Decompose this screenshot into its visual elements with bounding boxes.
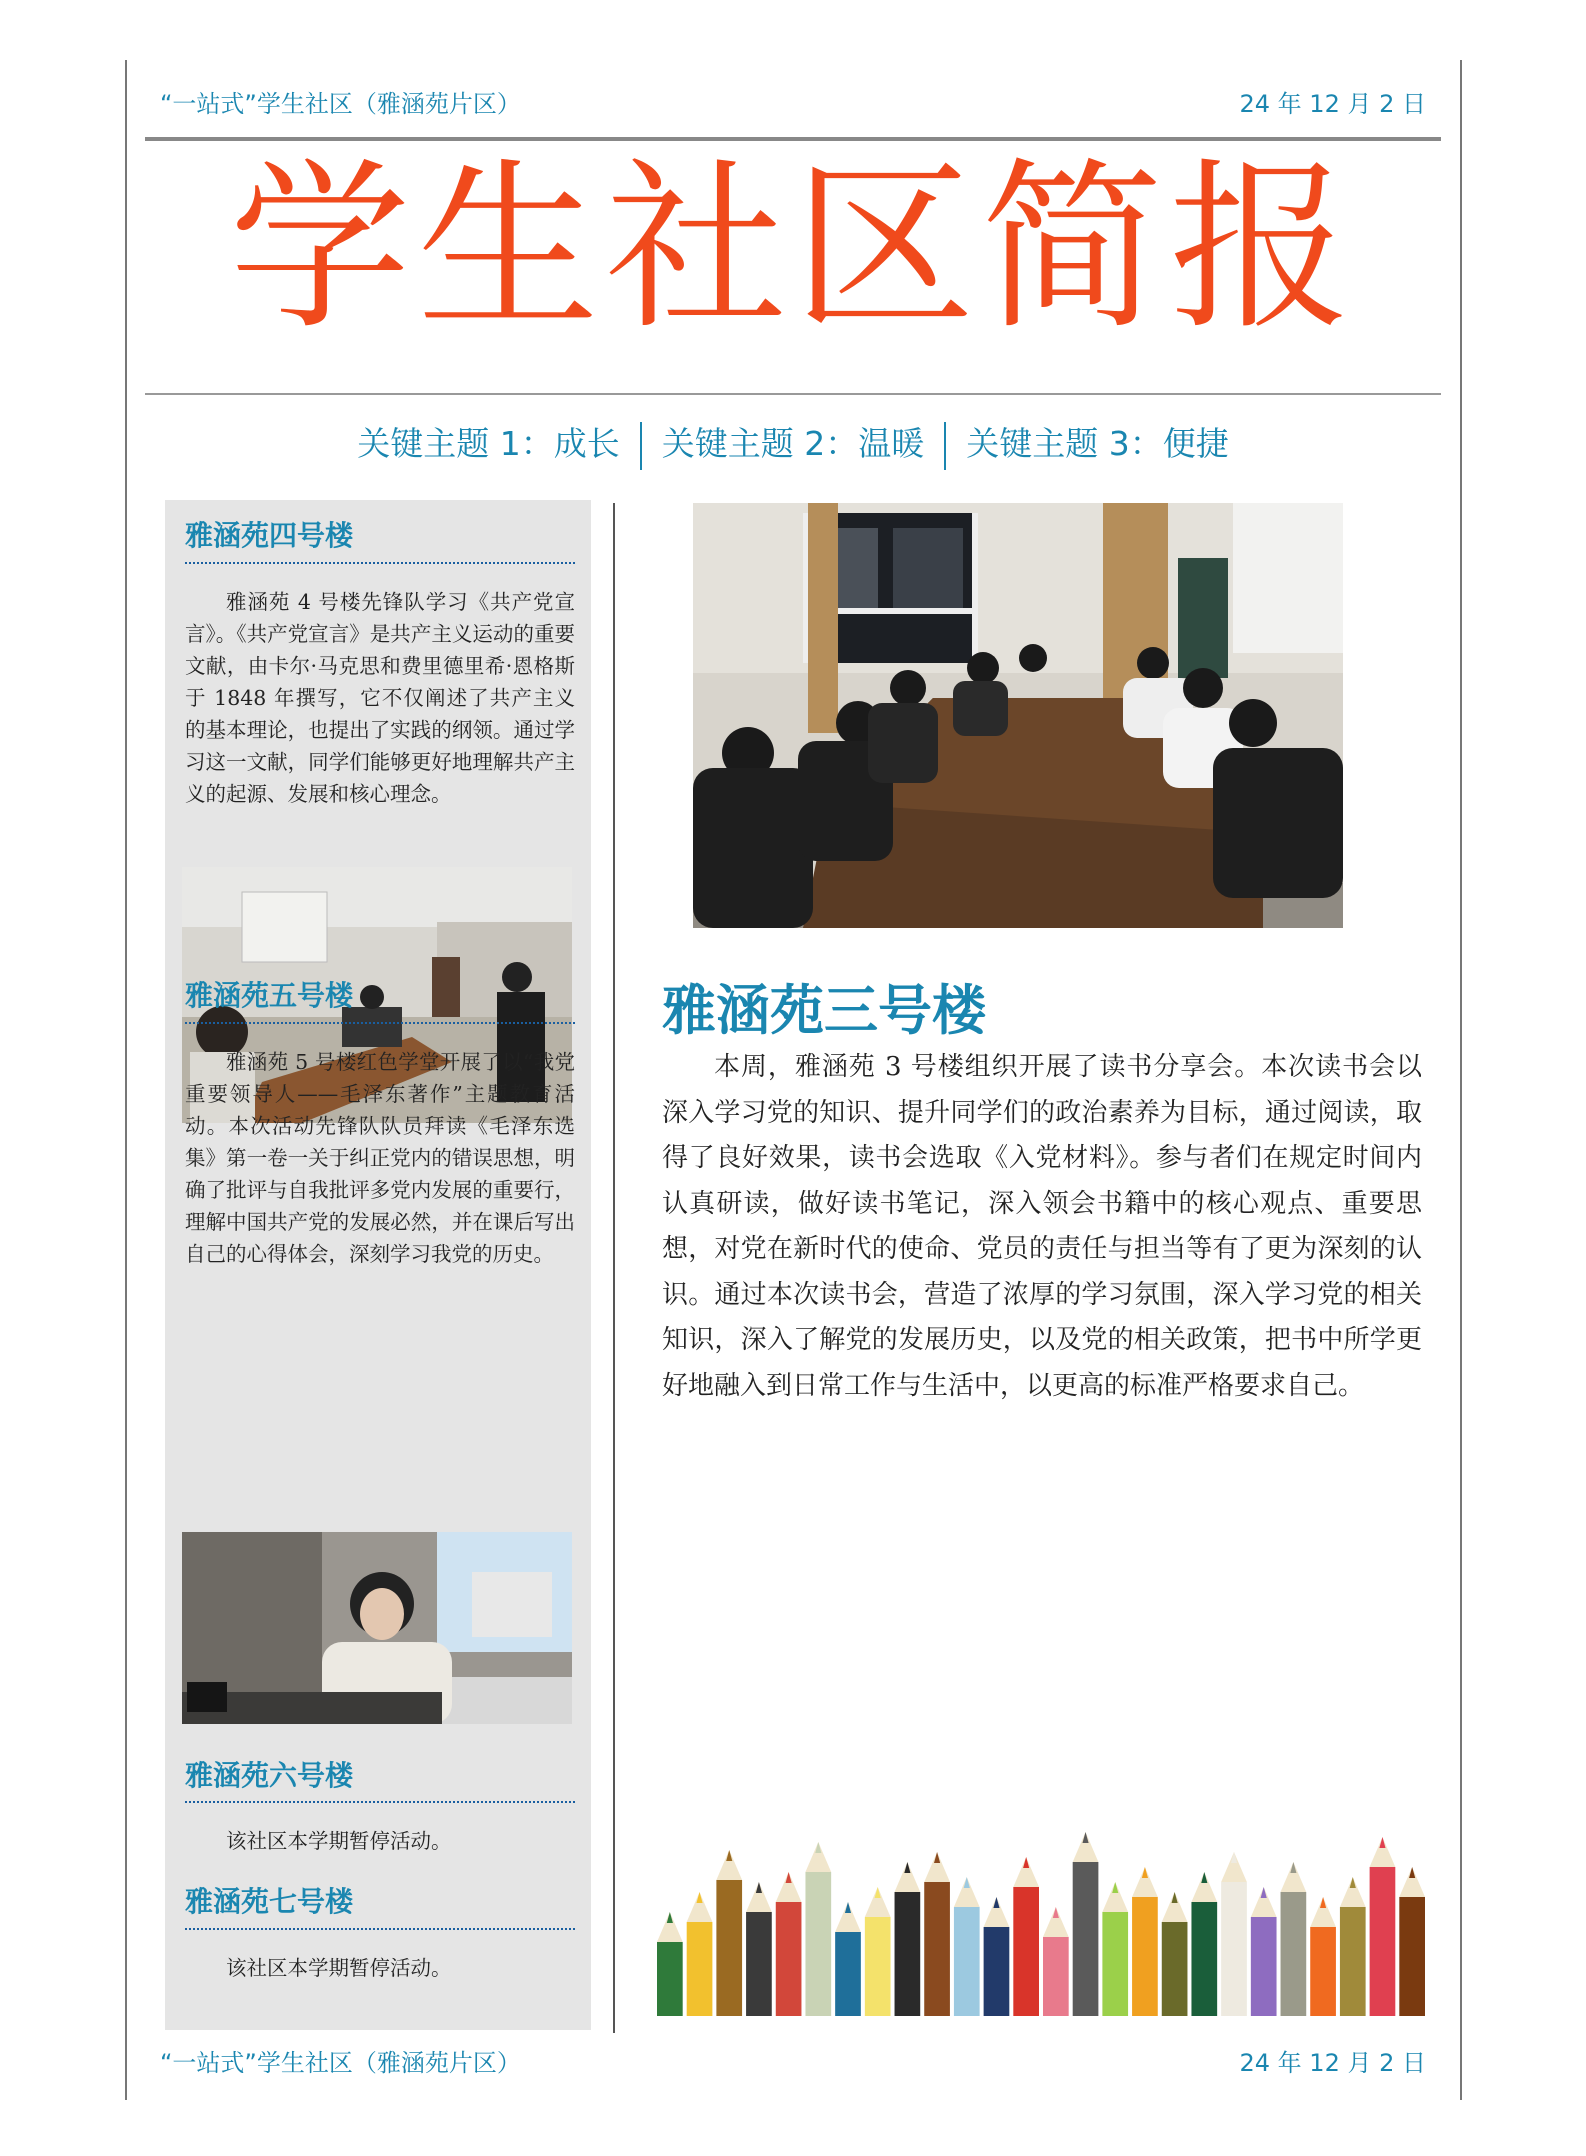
- left-margin-line: [125, 60, 127, 2100]
- theme-3: 关键主题 3：便捷: [966, 424, 1229, 463]
- sidebar-text-building-6: 该社区本学期暂停活动。: [226, 1829, 452, 1853]
- pencil-body: [1013, 1887, 1039, 2016]
- sidebar: [165, 500, 591, 2030]
- pencil-body: [984, 1927, 1010, 2016]
- column-divider: [613, 503, 615, 2033]
- main-text-building-3: 本周，雅涵苑 3 号楼组织开展了读书分享会。本次读书会以深入学习党的知识、提升同学们的政治素养为目标，通过阅读，取得了良好效果，读书会选取《入党材料》。参与者们在规定时间内认真研读，做好读书笔记，深入领会书籍中的核心观点、重要思想，对党在新时代的使命、党员的责任与担当等有了更为深刻的认识。通过本次读书会，营造了浓厚的学习氛围，深入学习党的相关知识，深入了解党的发展历史，以及党的相关政策，把书中所学更好地融入到日常工作与生活中，以更高的标准严格要求自己。: [662, 1052, 1422, 1401]
- key-themes: [0, 418, 1586, 470]
- header-date: 24 年 12 月 2 日: [1239, 90, 1426, 118]
- photo-building-5-writing: [182, 1532, 572, 1724]
- pencil-body: [954, 1907, 980, 2016]
- pencil-body: [805, 1872, 831, 2016]
- pencil-body: [1370, 1867, 1396, 2016]
- pencil-body: [1340, 1907, 1366, 2016]
- pencil-body: [1132, 1897, 1158, 2016]
- header-rule: [145, 137, 1441, 141]
- pencil-body: [716, 1880, 742, 2016]
- sidebar-rule: [185, 562, 575, 564]
- footer-date: 24 年 12 月 2 日: [1239, 2049, 1426, 2077]
- sidebar-text-building-4: 雅涵苑 4 号楼先锋队学习《共产党宣言》。《共产党宣言》是共产主义运动的重要文献，由卡尔·马克思和费里德里希·恩格斯于 1848 年撰写，它不仅阐述了共产主义的基本理论，也提出了实践的纲领。通过学习这一文献，同学们能够更好地理解共产主义的起源、发展和核心理念。: [185, 590, 575, 806]
- pencils-illustration: [655, 1822, 1427, 2016]
- pencil-body: [1073, 1862, 1099, 2016]
- footer-org: “一站式”学生社区（雅涵苑片区）: [160, 2049, 521, 2077]
- sidebar-heading-building-5: 雅涵苑五号楼: [185, 979, 354, 1012]
- pencil-body: [1043, 1937, 1069, 2016]
- pencil-body: [1221, 1882, 1247, 2016]
- title-rule: [145, 393, 1441, 395]
- pencil-body: [746, 1912, 772, 2016]
- pencil-body: [1162, 1922, 1188, 2016]
- pencil-body: [1251, 1917, 1277, 2016]
- sidebar-heading-building-7: 雅涵苑七号楼: [185, 1885, 354, 1918]
- pencil-body: [924, 1882, 950, 2016]
- theme-2: 关键主题 2：温暖: [661, 424, 925, 463]
- pencil-body: [865, 1917, 891, 2016]
- pencil-body: [1399, 1897, 1425, 2016]
- header-org: “一站式”学生社区（雅涵苑片区）: [160, 90, 521, 118]
- pencil-body: [776, 1902, 802, 2016]
- sidebar-rule: [185, 1022, 575, 1024]
- sidebar-heading-building-4: 雅涵苑四号楼: [185, 519, 354, 552]
- pencil-body: [895, 1892, 921, 2016]
- pencil-body: [1310, 1927, 1336, 2016]
- sidebar-text-building-7: 该社区本学期暂停活动。: [226, 1956, 452, 1980]
- theme-1: 关键主题 1：成长: [357, 424, 620, 463]
- theme-separator: [640, 422, 642, 470]
- pencil-body: [657, 1942, 683, 2016]
- sidebar-text-building-5: 雅涵苑 5 号楼红色学堂开展了以“我党重要领导人——毛泽东著作”主题教育活动。本次活动先锋队队员拜读《毛泽东选集》第一卷一关于纠正党内的错误思想，明确了批评与自我批评多党内发展的重要行，理解中国共产党的发展必然，并在课后写出自己的心得体会，深刻学习我党的历史。: [185, 1050, 575, 1266]
- pencil-body: [1191, 1902, 1217, 2016]
- pencil-body: [687, 1922, 713, 2016]
- pencil-body: [1102, 1912, 1128, 2016]
- page-title: 学生社区简报: [229, 142, 1357, 354]
- theme-separator: [944, 422, 946, 470]
- right-margin-line: [1460, 60, 1462, 2100]
- main-heading-building-3: 雅涵苑三号楼: [662, 978, 986, 1042]
- sidebar-rule: [185, 1928, 575, 1930]
- sidebar-heading-building-6: 雅涵苑六号楼: [185, 1759, 354, 1792]
- pencil-body: [1281, 1892, 1307, 2016]
- pencil-body: [835, 1932, 861, 2016]
- photo-building-3-reading-session: [693, 503, 1343, 928]
- sidebar-rule: [185, 1801, 575, 1803]
